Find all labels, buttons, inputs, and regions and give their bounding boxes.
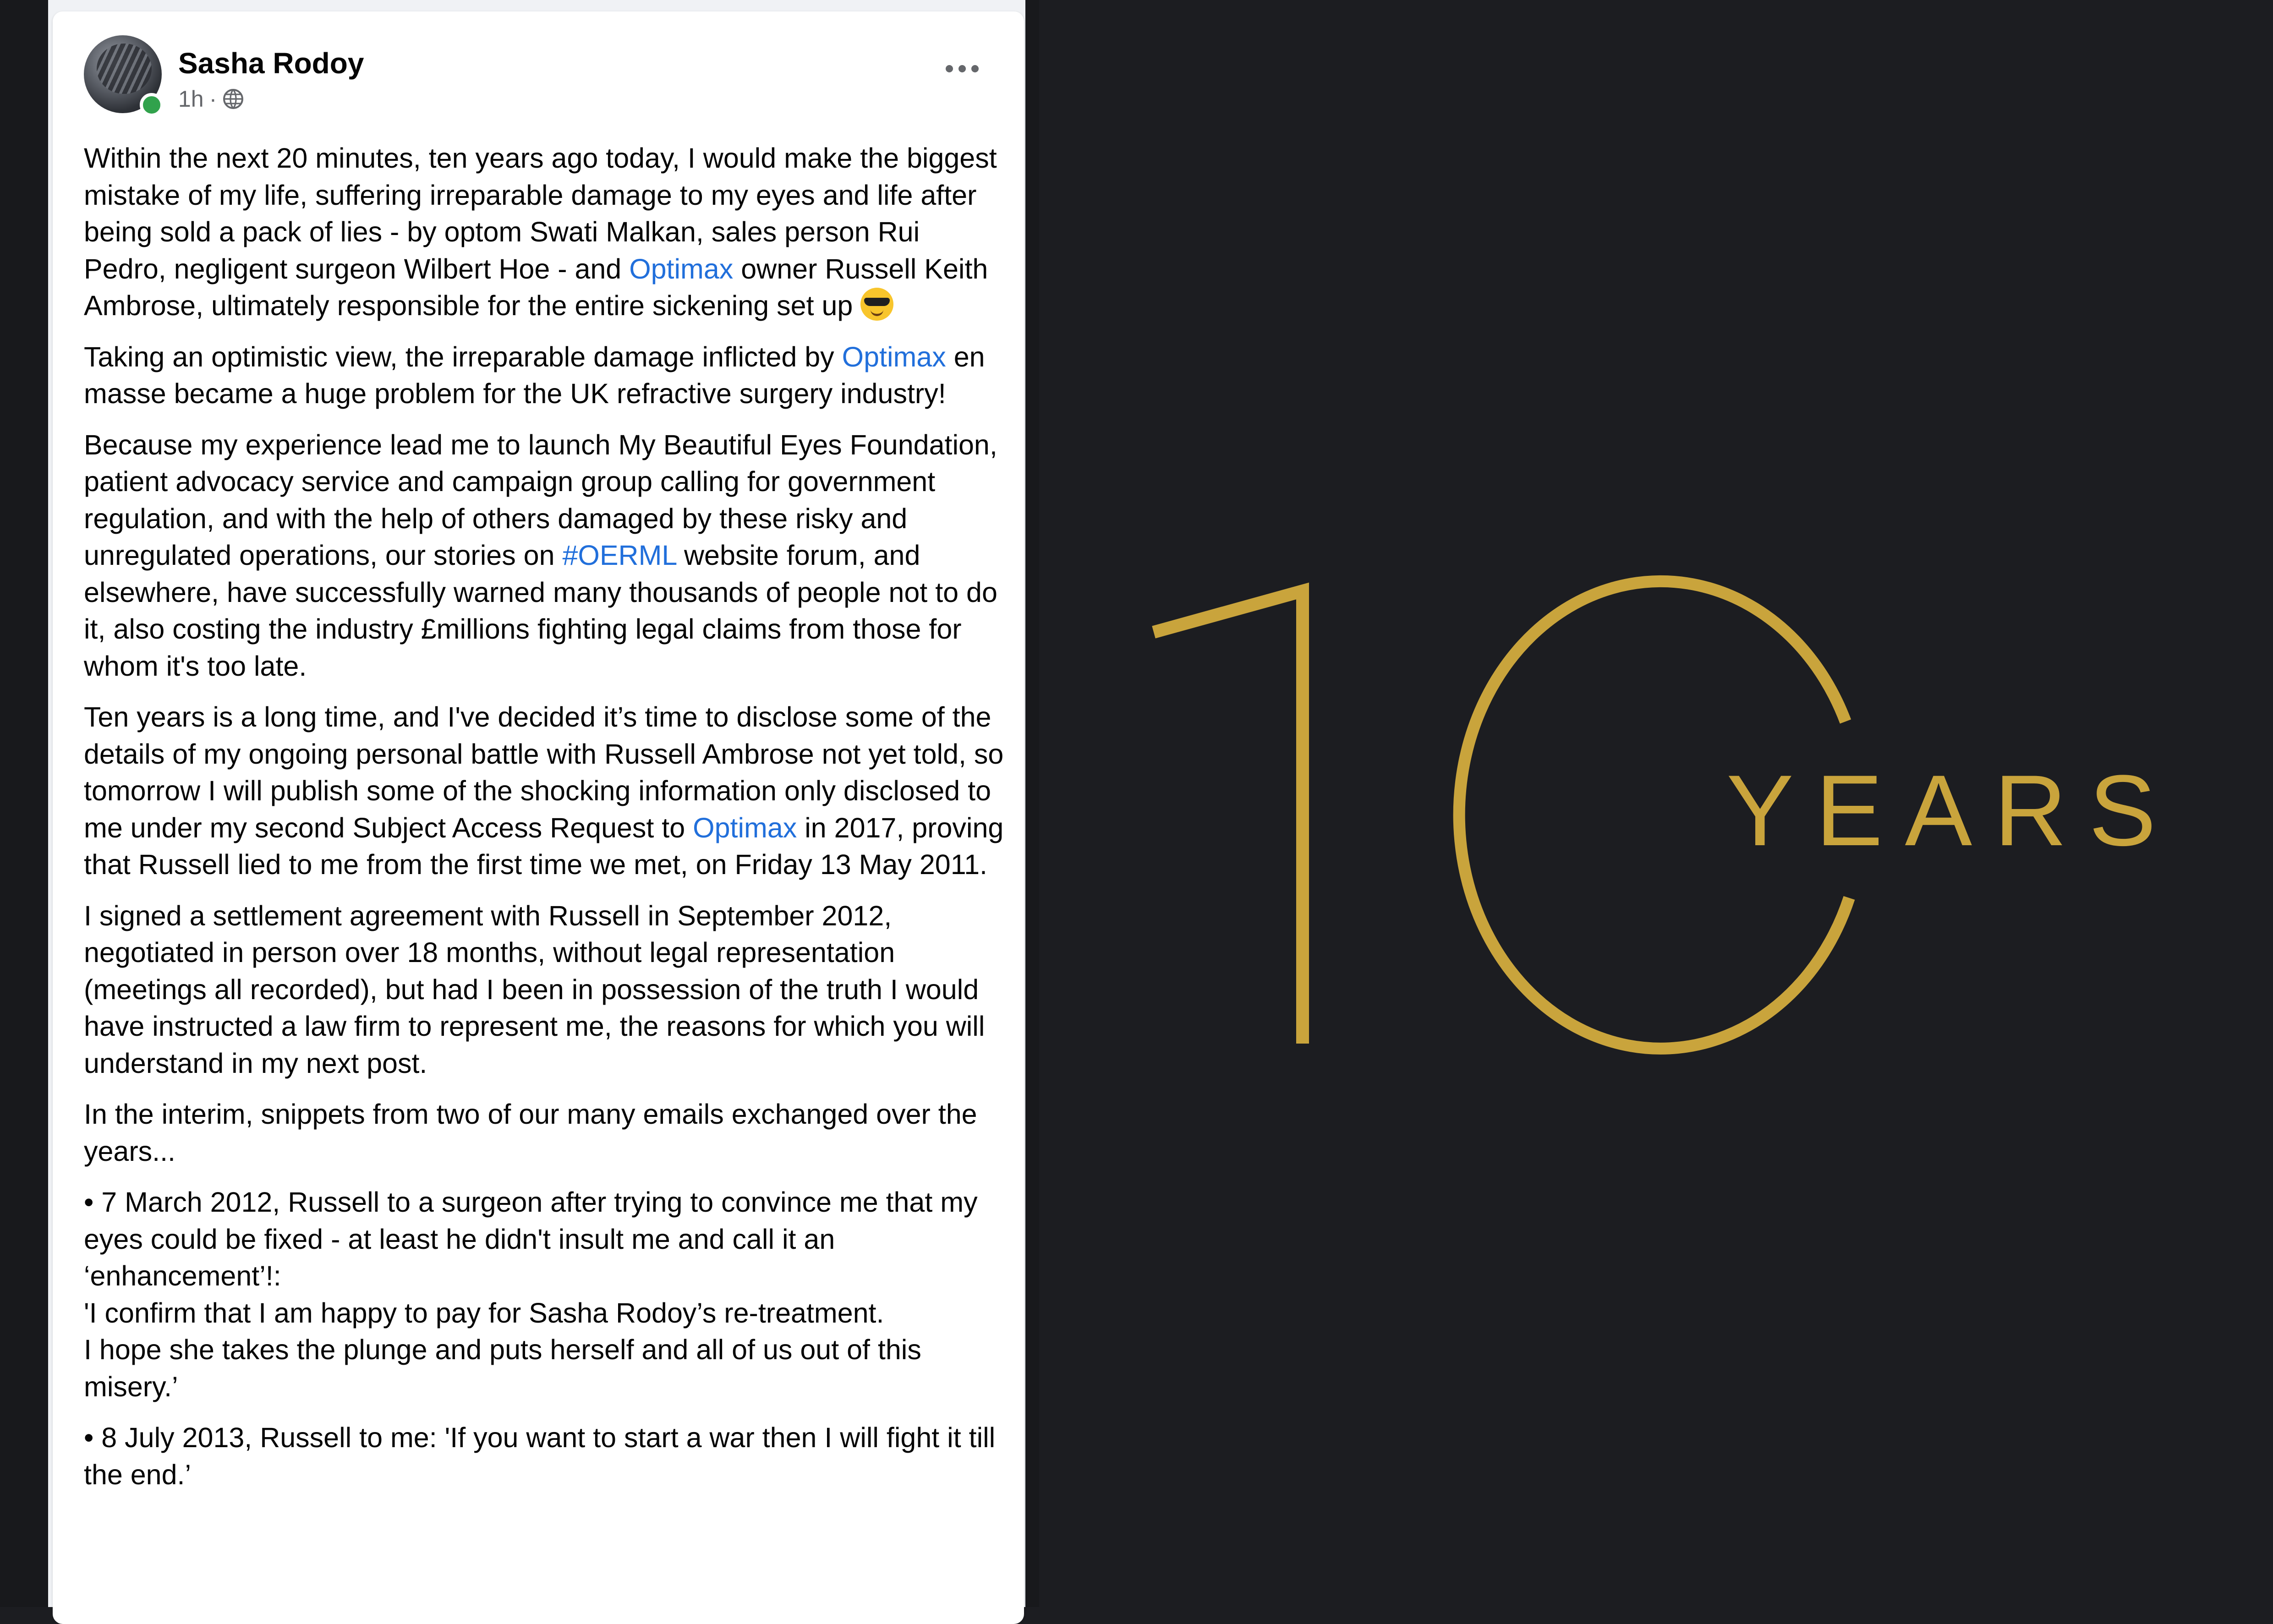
logo-word-years: YEARS: [1726, 754, 2178, 867]
post-time[interactable]: 1h: [178, 86, 204, 112]
post-paragraph: [84, 699, 1005, 883]
logo-digit-one: [1154, 591, 1303, 1044]
post-text: In the interim, snippets from two of our many emails exchanged over the years...: [84, 1099, 977, 1167]
post-link[interactable]: #OERML: [562, 540, 677, 571]
post-text: • 8 July 2013, Russell to me: 'If you want to start a war then I will fight it till the end.’: [84, 1422, 996, 1490]
post-meta: [178, 86, 244, 112]
post-text: Within the next 20 minutes, ten years ago today, I would make the biggest mistake of my life, suffering irreparable damage to my eyes and life after being sold a pack of lies - by optom Swati Malkan, sales person Rui Pedro, negligent surgeon Wilbert Hoe - and: [84, 142, 997, 284]
post-text: 'I confirm that I am happy to pay for Sasha Rodoy’s re-treatment.: [84, 1297, 884, 1329]
post-text: in 2017, proving that Russell lied to me from the first time we met, on Friday 13 May 2011.: [84, 812, 1004, 880]
author-name[interactable]: Sasha Rodoy: [178, 47, 364, 80]
post-paragraph: [84, 1096, 1005, 1170]
post-text: owner Russell Keith Ambrose, ultimately responsible for the entire sickening set up: [84, 253, 988, 321]
post-text: Ten years is a long time, and I've decided it’s time to disclose some of the details of my ongoing personal battle with Russell Ambrose not yet told, so tomorrow I will publish some of the shocking information only disclosed to me under my second Subject Access Request to: [84, 701, 1004, 843]
online-status-dot: [140, 93, 164, 117]
ten-years-logo: [1039, 0, 2273, 1607]
post-text: I hope she takes the plunge and puts herself and all of us out of this misery.’: [84, 1334, 921, 1402]
post-paragraph: [84, 1184, 1005, 1405]
more-dot: [971, 65, 979, 72]
globe-icon[interactable]: [222, 88, 244, 110]
more-dot: [958, 65, 966, 72]
sunglasses-emoji: [860, 288, 893, 321]
post-link[interactable]: Optimax: [693, 812, 797, 843]
post-text: en masse became a huge problem for the UK refractive surgery industry!: [84, 341, 985, 409]
facebook-post-card: [53, 11, 1024, 1624]
post-paragraph: [84, 897, 1005, 1082]
more-options-icon[interactable]: [942, 60, 983, 78]
meta-separator: ·: [209, 86, 217, 112]
post-text: I signed a settlement agreement with Russell in September 2012, negotiated in person over 18 months, without legal representation (meetings all recorded), but had I been in possession of the truth I would have instructed a law firm to represent me, the reasons for which you will understand in my next post.: [84, 900, 985, 1079]
avatar-photo: [97, 44, 152, 94]
post-text: website forum, and elsewhere, have successfully warned many thousands of people not to do it, also costing the industry £millions fighting legal claims from those for whom it's too late.: [84, 540, 997, 682]
post-column: [0, 0, 1039, 1607]
post-paragraph: [84, 140, 1005, 324]
post-body: [84, 140, 1005, 1507]
post-paragraph: [84, 1419, 1005, 1493]
more-dot: [946, 65, 953, 72]
post-text: Because my experience lead me to launch My Beautiful Eyes Foundation, patient advocacy service and campaign group calling for government regulation, and with the help of others damaged by these risky and unregulated operations, our stories on: [84, 429, 997, 571]
post-paragraph: [84, 427, 1005, 685]
post-link[interactable]: Optimax: [629, 253, 734, 284]
post-link[interactable]: Optimax: [842, 341, 946, 372]
post-paragraph: [84, 339, 1005, 412]
post-text: • 7 March 2012, Russell to a surgeon after trying to convince me that my eyes could be fixed - at least he didn't insult me and call it an ‘enhancement’!:: [84, 1187, 978, 1291]
post-header: [53, 11, 1024, 131]
post-text: Taking an optimistic view, the irreparable damage inflicted by: [84, 341, 842, 372]
ten-years-image: [1039, 0, 2273, 1607]
